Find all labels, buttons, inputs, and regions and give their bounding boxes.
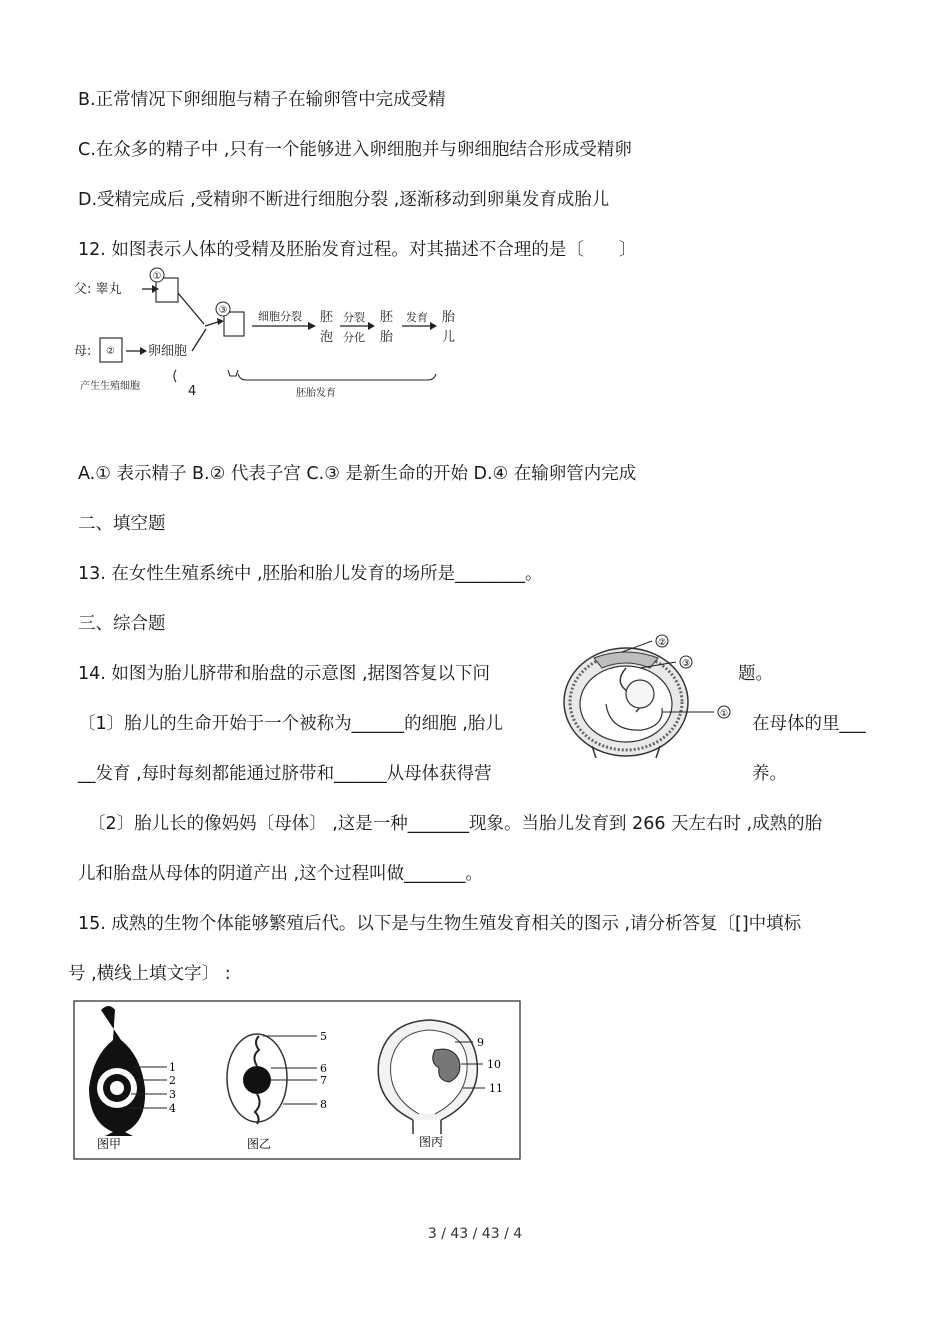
label-yi-8: 8 [320, 1098, 327, 1111]
label-yi-5: 5 [320, 1030, 327, 1043]
label-3: ③ [681, 659, 691, 669]
caption-yi: 图乙 [247, 1137, 272, 1151]
question-14-p2-left: __发育 ,每时每刻都能通过脐带和______从母体获得营 [78, 764, 492, 784]
embryo-dev-label: 胚胎发育 [296, 388, 336, 399]
fetus-uterus-diagram [552, 634, 742, 758]
question-14-p2-right: 养。 [752, 764, 787, 784]
mother-label: 母: [74, 344, 92, 359]
label-jia-1: 1 [169, 1061, 176, 1074]
label-bing-10: 10 [487, 1058, 501, 1071]
question-14-stem-right: 题。 [738, 664, 773, 684]
split-label: 分裂 [343, 311, 365, 324]
label-1: ① [152, 271, 162, 282]
produce-cells-label: 产生生殖细胞 [80, 381, 140, 392]
father-label: 父: 睾丸 [74, 282, 122, 297]
label-2: ② [106, 346, 115, 357]
fertilization-diagram [68, 266, 478, 416]
label-jia-4: 4 [169, 1102, 176, 1115]
label-yi-7: 7 [320, 1074, 327, 1087]
page-footer: 3 / 43 / 43 / 4 [427, 1226, 523, 1242]
question-12-stem: 12. 如图表示人体的受精及胚胎发育过程。对其描述不合理的是〔 〕 [78, 240, 637, 260]
option-11-d: D.受精完成后 ,受精卵不断进行细胞分裂 ,逐渐移动到卵巢发育成胎儿 [78, 190, 610, 210]
blastocyst-2: 泡 [320, 330, 334, 345]
cell-division-label: 细胞分裂 [258, 310, 302, 323]
caption-jia: 图甲 [97, 1137, 122, 1151]
fetus-2: 儿 [442, 330, 456, 345]
label-3: ③ [218, 305, 228, 316]
fetus-1: 胎 [442, 310, 456, 325]
blastocyst-1: 胚 [320, 310, 334, 325]
label-yi-6: 6 [320, 1062, 327, 1075]
embryo-2: 胎 [380, 330, 394, 345]
label-jia-2: 2 [169, 1074, 176, 1087]
label-4: 4 [188, 384, 197, 399]
question-15-line-1: 15. 成熟的生物个体能够繁殖后代。以下是与生物生殖发育相关的图示 ,请分析答复〔[]中填标 [78, 914, 802, 934]
develop-label: 发育 [406, 311, 428, 324]
question-15-line-2: 号 ,横线上填文字〕 : [68, 964, 231, 984]
question-14-stem-left: 14. 如图为胎儿脐带和胎盘的示意图 ,据图答复以下问 [78, 664, 491, 684]
option-11-c: C.在众多的精子中 ,只有一个能够进入卵细胞并与卵细胞结合形成受精卵 [78, 140, 632, 160]
question-14-p1-left: 〔1〕胎儿的生命开始于一个被称为______的细胞 ,胎儿 [78, 714, 503, 734]
option-11-b: B.正常情况下卵细胞与精子在输卵管中完成受精 [78, 90, 446, 110]
reproduction-figure [73, 1000, 522, 1162]
section-2-heading: 二、填空题 [78, 514, 166, 534]
label-jia-3: 3 [169, 1088, 176, 1101]
label-1: ① [719, 709, 729, 719]
label-bing-11: 11 [489, 1082, 503, 1095]
label-bing-9: 9 [477, 1036, 484, 1049]
label-2: ② [657, 638, 667, 648]
caption-bing: 图丙 [419, 1135, 444, 1149]
embryo-1: 胚 [380, 310, 394, 325]
question-14-p1-right: 在母体的里___ [752, 714, 866, 734]
question-14-p3: 〔2〕胎儿长的像妈妈〔母体〕 ,这是一种_______现象。当胎儿发育到 266 天左右时 ,成熟的胎 [88, 814, 823, 834]
egg-label: 卵细胞 [148, 344, 188, 359]
differentiate-label: 分化 [343, 331, 365, 344]
question-12-options: A.① 表示精子 B.② 代表子宫 C.③ 是新生命的开始 D.④ 在输卵管内完成 [78, 464, 637, 484]
question-14-p4: 儿和胎盘从母体的阴道产出 ,这个过程叫做_______。 [78, 864, 483, 884]
question-13: 13. 在女性生殖系统中 ,胚胎和胎儿发育的场所是________。 [78, 564, 543, 584]
section-3-heading: 三、综合题 [78, 614, 166, 634]
